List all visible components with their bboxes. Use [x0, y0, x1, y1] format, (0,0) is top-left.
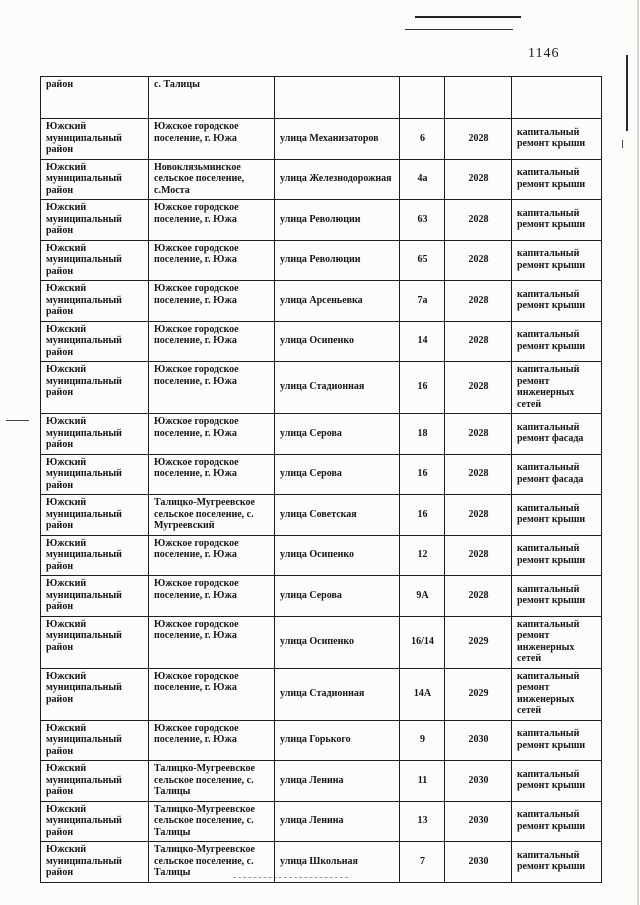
cell-street: улица Стадионная — [275, 362, 400, 414]
cell-year: 2028 — [445, 321, 512, 362]
cell-year: 2030 — [445, 801, 512, 842]
cell-settlement: Южское городское поселение, г. Южа — [149, 240, 275, 281]
cell-street: улица Серова — [275, 414, 400, 455]
cell-house: 14А — [400, 668, 445, 720]
cell-house: 4а — [400, 159, 445, 200]
cell-year: 2028 — [445, 159, 512, 200]
cell-settlement: Южское городское поселение, г. Южа — [149, 616, 275, 668]
scan-artifact-page-edge — [637, 0, 639, 905]
table-row — [41, 159, 602, 200]
cell-house: 11 — [400, 761, 445, 802]
cell-street: улица Железнодорожная — [275, 159, 400, 200]
cell-year: 2030 — [445, 720, 512, 761]
cell-house: 16 — [400, 454, 445, 495]
scan-artifact-right-tick — [622, 140, 623, 148]
cell-house: 6 — [400, 119, 445, 160]
cell-district: Южский муниципальный район — [41, 720, 149, 761]
table-row — [41, 616, 602, 668]
table-row-continuation — [41, 77, 602, 119]
cell-year: 2028 — [445, 454, 512, 495]
cell-work: капитальный ремонт инженерных сетей — [512, 668, 602, 720]
cell-house: 9А — [400, 576, 445, 617]
cell-year — [445, 77, 512, 119]
cell-work: капитальный ремонт крыши — [512, 761, 602, 802]
cell-settlement: Талицко-Мугреевское сельское поселение, с. Талицы — [149, 842, 275, 883]
cell-street: улица Осипенко — [275, 321, 400, 362]
scan-artifact-top-line-1 — [415, 16, 521, 18]
cell-house: 16 — [400, 495, 445, 536]
cell-district: Южский муниципальный район — [41, 321, 149, 362]
cell-district: Южский муниципальный район — [41, 414, 149, 455]
cell-work: капитальный ремонт крыши — [512, 576, 602, 617]
cell-settlement: Южское городское поселение, г. Южа — [149, 720, 275, 761]
cell-settlement: Южское городское поселение, г. Южа — [149, 576, 275, 617]
cell-house: 18 — [400, 414, 445, 455]
cell-house: 65 — [400, 240, 445, 281]
cell-work — [512, 77, 602, 119]
cell-street: улица Ленина — [275, 801, 400, 842]
cell-street — [275, 77, 400, 119]
cell-year: 2028 — [445, 281, 512, 322]
scan-artifact-top-line-2 — [405, 29, 513, 30]
table-row — [41, 240, 602, 281]
cell-street: улица Серова — [275, 576, 400, 617]
scan-artifact-left-dash — [6, 420, 29, 421]
cell-settlement: Талицко-Мугреевское сельское поселение, с. Мугреевский — [149, 495, 275, 536]
cell-street: улица Революции — [275, 240, 400, 281]
cell-year: 2028 — [445, 576, 512, 617]
cell-street: улица Революции — [275, 200, 400, 241]
cell-settlement: Южское городское поселение, г. Южа — [149, 281, 275, 322]
cell-street: улица Ленина — [275, 761, 400, 802]
cell-settlement: Новоклязьминское сельское поселение, с.Моста — [149, 159, 275, 200]
cell-settlement: Южское городское поселение, г. Южа — [149, 119, 275, 160]
cell-work: капитальный ремонт крыши — [512, 281, 602, 322]
cell-house: 13 — [400, 801, 445, 842]
cell-house: 7 — [400, 842, 445, 883]
cell-work: капитальный ремонт фасада — [512, 414, 602, 455]
cell-district: Южский муниципальный район — [41, 801, 149, 842]
cell-street: улица Осипенко — [275, 616, 400, 668]
cell-year: 2029 — [445, 616, 512, 668]
table-row — [41, 801, 602, 842]
table-row — [41, 321, 602, 362]
cell-work: капитальный ремонт инженерных сетей — [512, 616, 602, 668]
cell-district: Южский муниципальный район — [41, 535, 149, 576]
cell-year: 2028 — [445, 414, 512, 455]
table-row — [41, 200, 602, 241]
cell-street: улица Стадионная — [275, 668, 400, 720]
cell-settlement: Южское городское поселение, г. Южа — [149, 535, 275, 576]
cell-district: Южский муниципальный район — [41, 576, 149, 617]
cell-street: улица Механизаторов — [275, 119, 400, 160]
cell-settlement: с. Талицы — [149, 77, 275, 119]
table-row — [41, 281, 602, 322]
table-row — [41, 535, 602, 576]
cell-district: район — [41, 77, 149, 119]
cell-year: 2028 — [445, 535, 512, 576]
cell-year: 2028 — [445, 362, 512, 414]
cell-house — [400, 77, 445, 119]
cell-settlement: Талицко-Мугреевское сельское поселение, с. Талицы — [149, 801, 275, 842]
table-row — [41, 842, 602, 883]
cell-district: Южский муниципальный район — [41, 159, 149, 200]
cell-district: Южский муниципальный район — [41, 281, 149, 322]
cell-house: 16 — [400, 362, 445, 414]
cell-work: капитальный ремонт крыши — [512, 720, 602, 761]
cell-street: улица Серова — [275, 454, 400, 495]
cell-work: капитальный ремонт крыши — [512, 159, 602, 200]
cell-work: капитальный ремонт крыши — [512, 495, 602, 536]
cell-district: Южский муниципальный район — [41, 454, 149, 495]
table-row — [41, 414, 602, 455]
cell-settlement: Южское городское поселение, г. Южа — [149, 362, 275, 414]
table-row — [41, 720, 602, 761]
cell-year: 2029 — [445, 668, 512, 720]
cell-house: 12 — [400, 535, 445, 576]
cell-settlement: Южское городское поселение, г. Южа — [149, 414, 275, 455]
cell-work: капитальный ремонт крыши — [512, 200, 602, 241]
table-row — [41, 668, 602, 720]
cell-work: капитальный ремонт крыши — [512, 119, 602, 160]
cell-year: 2028 — [445, 495, 512, 536]
cell-district: Южский муниципальный район — [41, 362, 149, 414]
cell-street: улица Школьная — [275, 842, 400, 883]
table-row — [41, 454, 602, 495]
cell-work: капитальный ремонт крыши — [512, 842, 602, 883]
cell-house: 14 — [400, 321, 445, 362]
cell-year: 2028 — [445, 240, 512, 281]
cell-settlement: Южское городское поселение, г. Южа — [149, 668, 275, 720]
cell-year: 2030 — [445, 761, 512, 802]
scan-artifact-right-line — [626, 55, 628, 131]
cell-district: Южский муниципальный район — [41, 495, 149, 536]
table-row — [41, 576, 602, 617]
cell-work: капитальный ремонт крыши — [512, 801, 602, 842]
cell-work: капитальный ремонт крыши — [512, 321, 602, 362]
cell-district: Южский муниципальный район — [41, 616, 149, 668]
cell-district: Южский муниципальный район — [41, 200, 149, 241]
cell-street: улица Осипенко — [275, 535, 400, 576]
cell-district: Южский муниципальный район — [41, 119, 149, 160]
cell-district: Южский муниципальный район — [41, 842, 149, 883]
cell-street: улица Горького — [275, 720, 400, 761]
cell-work: капитальный ремонт фасада — [512, 454, 602, 495]
cell-district: Южский муниципальный район — [41, 240, 149, 281]
cell-house: 63 — [400, 200, 445, 241]
cell-work: капитальный ремонт инженерных сетей — [512, 362, 602, 414]
table-row — [41, 495, 602, 536]
cell-year: 2028 — [445, 119, 512, 160]
cell-work: капитальный ремонт крыши — [512, 240, 602, 281]
cell-street: улица Советская — [275, 495, 400, 536]
cell-settlement: Талицко-Мугреевское сельское поселение, с. Талицы — [149, 761, 275, 802]
cell-settlement: Южское городское поселение, г. Южа — [149, 454, 275, 495]
cell-house: 7а — [400, 281, 445, 322]
cell-year: 2030 — [445, 842, 512, 883]
cell-settlement: Южское городское поселение, г. Южа — [149, 321, 275, 362]
cell-work: капитальный ремонт крыши — [512, 535, 602, 576]
cell-district: Южский муниципальный район — [41, 761, 149, 802]
cell-house: 16/14 — [400, 616, 445, 668]
table-row — [41, 119, 602, 160]
cell-year: 2028 — [445, 200, 512, 241]
repair-plan-table — [40, 76, 602, 883]
cell-street: улица Арсеньевка — [275, 281, 400, 322]
cell-house: 9 — [400, 720, 445, 761]
table-row — [41, 761, 602, 802]
cell-settlement: Южское городское поселение, г. Южа — [149, 200, 275, 241]
page-number: 1146 — [528, 46, 560, 61]
table-row — [41, 362, 602, 414]
cell-district: Южский муниципальный район — [41, 668, 149, 720]
